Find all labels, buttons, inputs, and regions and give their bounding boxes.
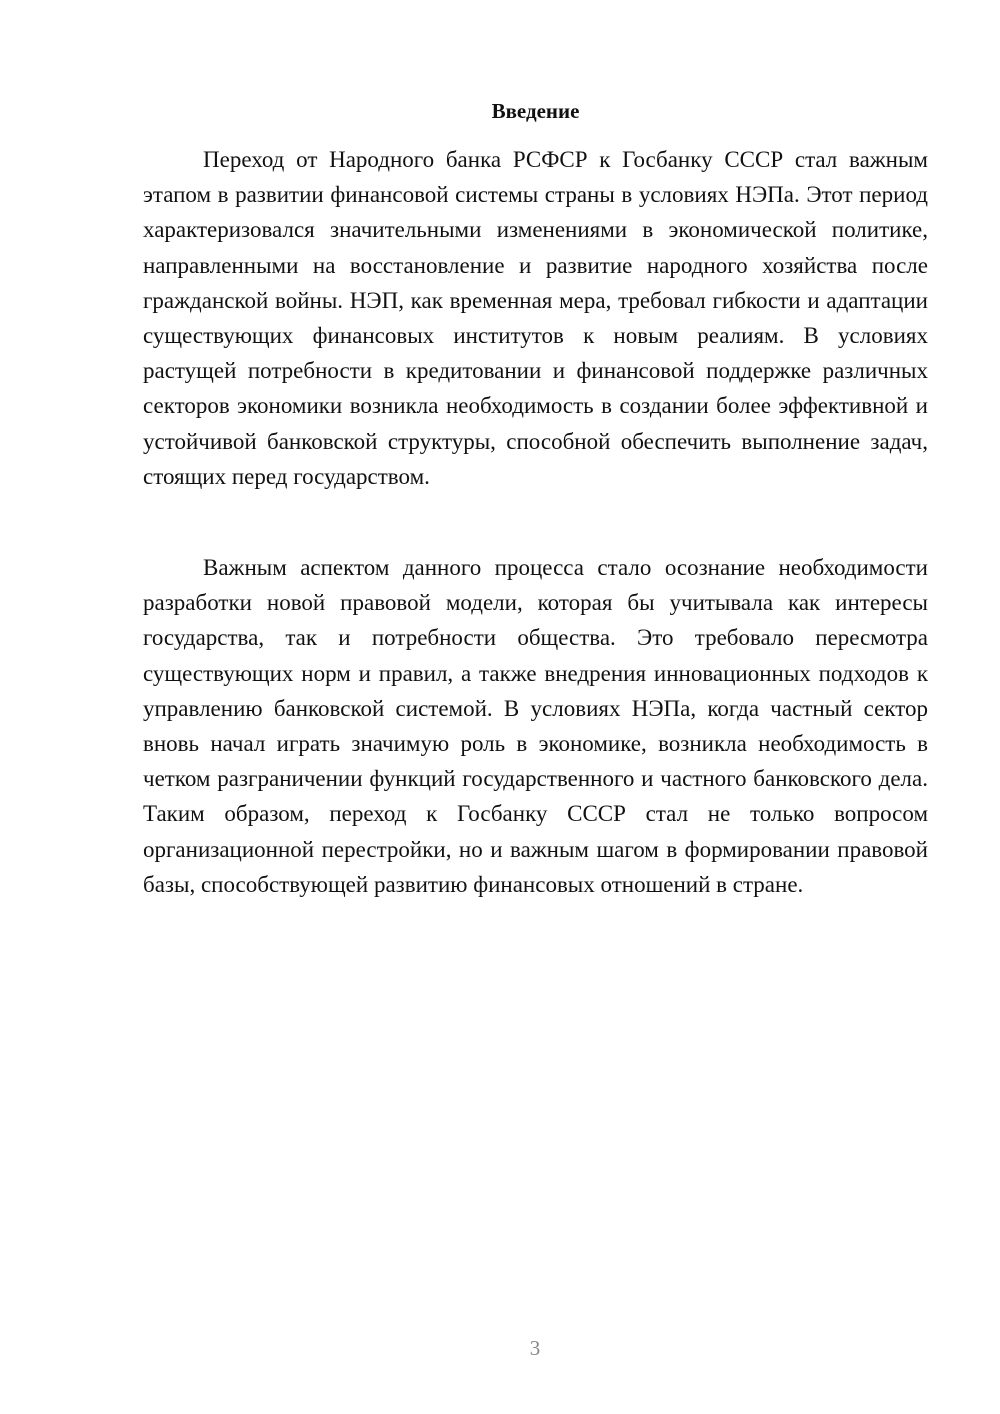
body-paragraph-2: Важным аспектом данного процесса стало осознание необходимости разработки новой правовой модели, которая бы учитывала как интересы государства, так и потребности общества. Это требовало пересмотра существующих норм и правил, а также внедрения инновационных подходов к управлению банковской системой. В условиях НЭПа, когда частный сектор вновь начал играть значимую роль в экономике, возникла необходимость в четком разграничении функций государственного и частного банковского дела. Таким образом, переход к Госбанку СССР стал не только вопросом организационной перестройки, но и важным шагом в формировании правовой базы, способствующей развитию финансовых отношений в стране. (143, 555, 928, 897)
page-number: 3 (529, 1336, 541, 1360)
section-heading: Введение (491, 99, 580, 123)
body-paragraph-1: Переход от Народного банка РСФСР к Госбанку СССР стал важным этапом в развитии финансовой системы страны в условиях НЭПа. Этот период характеризовался значительными изменениями в экономической политике, направленными на восстановление и развитие народного хозяйства после гражданской войны. НЭП, как временная мера, требовал гибкости и адаптации существующих финансовых институтов к новым реалиям. В условиях растущей потребности в кредитовании и финансовой поддержке различных секторов экономики возникла необходимость в создании более эффективной и устойчивой банковской структуры, способной обеспечить выполнение задач, стоящих перед государством. (143, 147, 928, 489)
